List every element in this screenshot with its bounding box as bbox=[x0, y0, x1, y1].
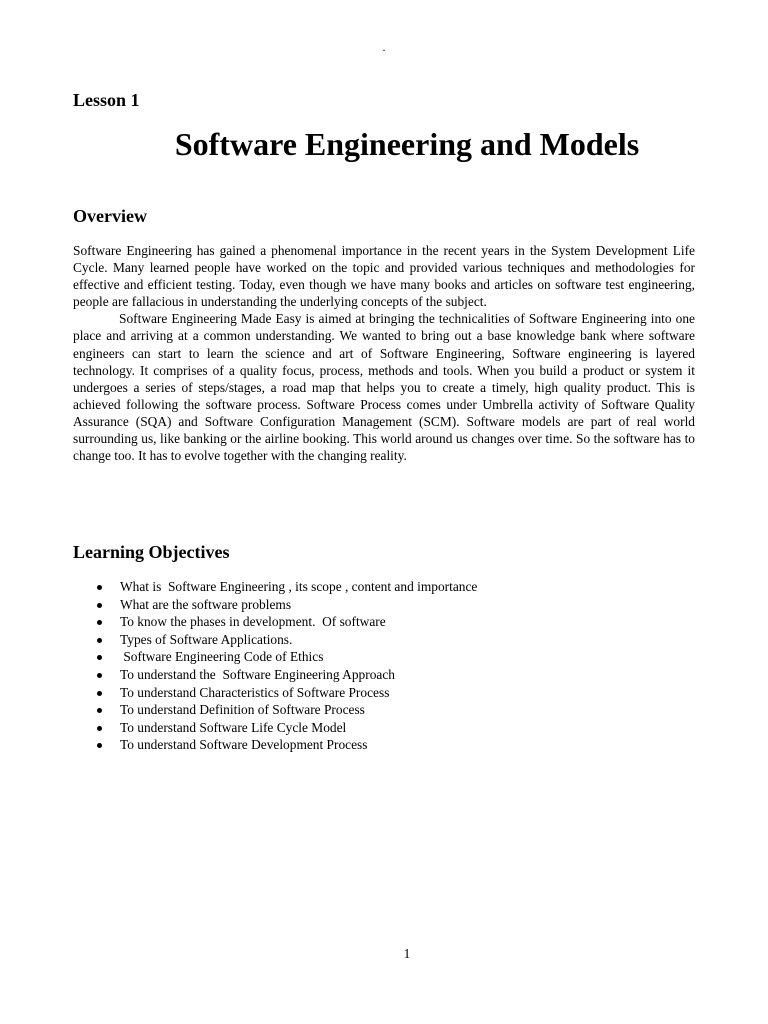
list-item bbox=[73, 613, 695, 631]
bullet-icon bbox=[97, 620, 102, 625]
bullet-icon bbox=[97, 585, 102, 590]
bullet-icon bbox=[97, 691, 102, 696]
bullet-icon bbox=[97, 638, 102, 643]
bullet-icon bbox=[97, 673, 102, 678]
list-item-text: Types of Software Applications. bbox=[120, 631, 293, 647]
learning-objectives-heading: Learning Objectives bbox=[73, 542, 230, 562]
list-item bbox=[73, 666, 695, 684]
list-item bbox=[73, 684, 695, 702]
list-item-text: To know the phases in development. Of software bbox=[120, 614, 386, 630]
page-title: Software Engineering and Models bbox=[174, 126, 640, 162]
list-item bbox=[73, 596, 695, 614]
list-item-text: To understand Characteristics of Software Process bbox=[120, 684, 390, 700]
overview-paragraph: Software Engineering Made Easy is aimed at bringing the technicalities of Software Engineering into one place and arriving at a common understanding. We wanted to bring out a base knowledge bank where software engineers can start to learn the science and art of Software Engineering, Software engineering is layered technology. It comprises of a quality focus, process, methods and tools. When you build a product or system it undergoes a series of steps/stages, a road map that helps you to create a timely, high quality product. This is achieved following the software process. Software Process comes under Umbrella activity of Software Quality Assurance (SQA) and Software Configuration Management (SCM). Software models are part of real world surrounding us, like banking or the airline booking. This world around us changes over time. So the software has to change too. It has to evolve together with the changing reality. bbox=[73, 311, 695, 464]
bullet-icon bbox=[97, 708, 102, 713]
list-item-text: What are the software problems bbox=[120, 596, 292, 612]
header-mark: . bbox=[382, 40, 386, 54]
bullet-icon bbox=[97, 743, 102, 748]
list-item-text: To understand Definition of Software Process bbox=[120, 702, 365, 718]
list-item bbox=[73, 648, 695, 666]
overview-body bbox=[73, 242, 695, 464]
list-item-text: To understand Software Development Process bbox=[120, 737, 368, 753]
list-item-text: Software Engineering Code of Ethics bbox=[120, 649, 324, 665]
list-item bbox=[73, 736, 695, 754]
list-item bbox=[73, 631, 695, 649]
list-item bbox=[73, 719, 695, 737]
lesson-label: Lesson 1 bbox=[73, 90, 140, 110]
page-number: 1 bbox=[403, 946, 411, 961]
list-item bbox=[73, 578, 695, 596]
overview-paragraph: Software Engineering has gained a phenomenal importance in the recent years in the System Development Life Cycle. Many learned people have worked on the topic and provided various techniques and methodologies for effective and efficient testing. Today, even though we have many books and articles on software test engineering, people are fallacious in understanding the underlying concepts of the subject. bbox=[73, 243, 695, 310]
list-item-text: What is Software Engineering , its scope , content and importance bbox=[120, 579, 478, 594]
list-item-text: To understand Software Life Cycle Model bbox=[120, 719, 347, 735]
bullet-icon bbox=[97, 603, 102, 608]
list-item-text: To understand the Software Engineering Approach bbox=[120, 666, 395, 682]
overview-heading: Overview bbox=[73, 206, 147, 226]
learning-objectives-list bbox=[73, 578, 695, 754]
bullet-icon bbox=[97, 726, 102, 731]
bullet-icon bbox=[97, 655, 102, 660]
list-item bbox=[73, 701, 695, 719]
